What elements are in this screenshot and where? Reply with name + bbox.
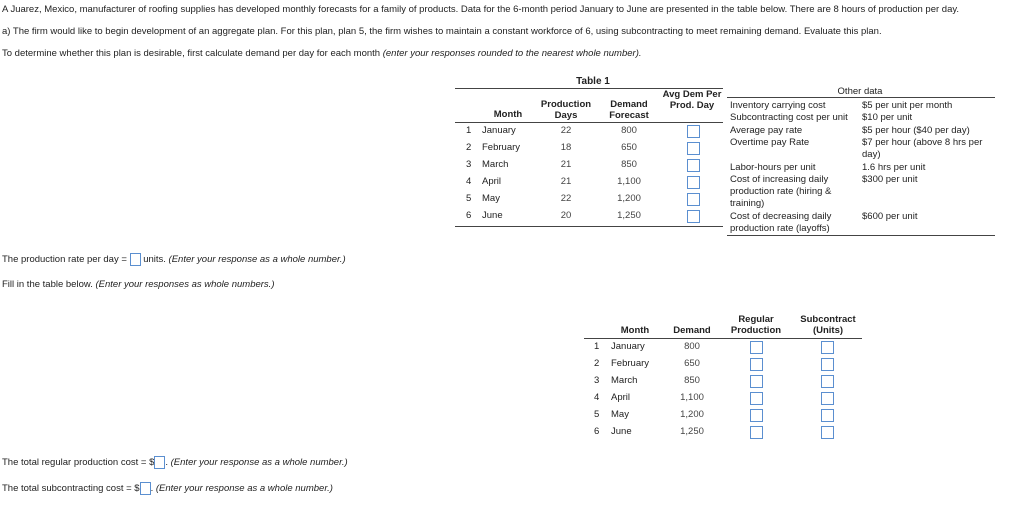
intro-line-2: a) The firm would like to begin development of an aggregate plan. For this plan, plan 5, the firm wishes to maintain a constant workforce of 6, using subcontracting to meet remaining demand. Evaluate this plan.: [2, 26, 882, 37]
subcontract-input[interactable]: [821, 392, 834, 405]
avg-demand-input[interactable]: [687, 210, 700, 223]
row-index: 6: [466, 210, 472, 221]
intro-line-1: A Juarez, Mexico, manufacturer of roofing supplies has developed monthly forecasts for a family of products. Data for the 6-month period January to June are presented in the table below. There are 8 hours of production per day.: [2, 4, 960, 15]
total-regular-cost-input[interactable]: [154, 456, 165, 469]
header-month: Month: [493, 109, 523, 120]
other-data-label: production rate (layoffs): [730, 223, 830, 234]
row-forecast: 1,250: [617, 210, 641, 221]
subcontract-input[interactable]: [821, 375, 834, 388]
table-1-header-rule: [455, 122, 723, 123]
header-demand: Demand: [673, 325, 711, 336]
other-data-label: Cost of increasing daily: [730, 174, 829, 185]
row-days: 21: [560, 159, 572, 170]
subcontract-input[interactable]: [821, 358, 834, 371]
header-subcontract-1: Subcontract: [800, 314, 856, 325]
row-index: 1: [466, 125, 472, 136]
fill-table-hint: (Enter your responses as whole numbers.): [95, 279, 275, 290]
intro-line-3-hint: (enter your responses rounded to the nearest whole number).: [382, 48, 642, 59]
row-index: 2: [594, 358, 600, 369]
row-days: 18: [560, 142, 572, 153]
other-data-top-rule: [727, 97, 995, 98]
subcontract-input[interactable]: [821, 409, 834, 422]
row-index: 4: [594, 392, 600, 403]
row-demand: 850: [684, 375, 700, 386]
production-rate-input[interactable]: [130, 253, 141, 266]
header-avg-dem-2: Prod. Day: [669, 100, 715, 111]
header-demand-forecast-1: Demand: [610, 99, 648, 110]
other-data-value: $10 per unit: [862, 112, 913, 123]
other-data-label: production rate (hiring &: [730, 186, 832, 197]
other-data-label: Inventory carrying cost: [730, 100, 826, 111]
avg-demand-input[interactable]: [687, 193, 700, 206]
regular-production-input[interactable]: [750, 392, 763, 405]
other-data-value: day): [862, 149, 881, 160]
row-demand: 800: [684, 341, 700, 352]
other-data-value: 1.6 hrs per unit: [862, 162, 926, 173]
row-index: 5: [466, 193, 472, 204]
header-production-days-2: Days: [554, 110, 578, 121]
total-subcontract-cost-label: The total subcontracting cost = $: [2, 483, 140, 495]
intro-line-3-text: To determine whether this plan is desirable, first calculate demand per day for each month: [2, 48, 381, 59]
other-data-label: Labor-hours per unit: [730, 162, 816, 173]
row-month: May: [482, 193, 500, 204]
row-index: 1: [594, 341, 600, 352]
avg-demand-input[interactable]: [687, 142, 700, 155]
total-regular-cost-line: The total regular production cost = $ . (Enter your response as a whole number.): [2, 457, 348, 469]
regular-production-input[interactable]: [750, 426, 763, 439]
row-index: 3: [594, 375, 600, 386]
table-1-bottom-rule: [455, 226, 723, 227]
total-subcontract-cost-input[interactable]: [140, 482, 151, 495]
total-subcontract-cost-line: The total subcontracting cost = $ . (Enter your response as a whole number.): [2, 483, 333, 495]
total-regular-cost-hint: (Enter your response as a whole number.): [170, 457, 348, 469]
total-regular-cost-label: The total regular production cost = $: [2, 457, 155, 469]
regular-production-input[interactable]: [750, 409, 763, 422]
other-data-value: $300 per unit: [862, 174, 918, 185]
row-forecast: 1,100: [617, 176, 641, 187]
table-1-title: Table 1: [576, 76, 610, 87]
subcontract-input[interactable]: [821, 341, 834, 354]
subcontract-input[interactable]: [821, 426, 834, 439]
other-data-bottom-rule: [727, 235, 995, 236]
production-rate-hint: (Enter your response as a whole number.): [168, 254, 346, 266]
header-regular-2: Production: [730, 325, 782, 336]
header-regular-1: Regular: [738, 314, 774, 325]
row-month: April: [482, 176, 502, 187]
row-month: January: [611, 341, 645, 352]
row-demand: 1,200: [680, 409, 704, 420]
other-data-value: $5 per hour ($40 per day): [862, 125, 970, 136]
avg-demand-input[interactable]: [687, 176, 700, 189]
production-rate-label: The production rate per day =: [2, 254, 127, 266]
total-subcontract-cost-hint: (Enter your response as a whole number.): [155, 483, 333, 495]
row-forecast: 800: [621, 125, 637, 136]
row-index: 4: [466, 176, 472, 187]
header-demand-forecast-2: Forecast: [609, 110, 649, 121]
fill-table-text: Fill in the table below.: [2, 279, 93, 290]
other-data-title: Other data: [837, 86, 883, 97]
row-demand: 1,100: [680, 392, 704, 403]
header-month: Month: [620, 325, 650, 336]
other-data-label: Overtime pay Rate: [730, 137, 810, 148]
row-month: February: [611, 358, 650, 369]
row-forecast: 650: [621, 142, 637, 153]
row-days: 22: [560, 125, 572, 136]
row-month: January: [482, 125, 516, 136]
row-month: March: [611, 375, 638, 386]
header-avg-dem-1: Avg Dem Per: [662, 89, 722, 100]
other-data-label: training): [730, 198, 765, 209]
production-rate-unit: units.: [143, 254, 166, 266]
row-demand: 1,250: [680, 426, 704, 437]
regular-production-input[interactable]: [750, 375, 763, 388]
other-data-label: Subcontracting cost per unit: [730, 112, 848, 123]
other-data-label: Cost of decreasing daily: [730, 211, 832, 222]
row-month: March: [482, 159, 509, 170]
row-days: 22: [560, 193, 572, 204]
row-month: June: [611, 426, 632, 437]
row-demand: 650: [684, 358, 700, 369]
other-data-value: $600 per unit: [862, 211, 918, 222]
row-month: June: [482, 210, 503, 221]
plan-table-header-rule: [584, 338, 862, 339]
row-index: 3: [466, 159, 472, 170]
regular-production-input[interactable]: [750, 358, 763, 371]
regular-production-input[interactable]: [750, 341, 763, 354]
row-forecast: 1,200: [617, 193, 641, 204]
avg-demand-input[interactable]: [687, 125, 700, 138]
fill-table-prompt: [2, 279, 274, 290]
row-index: 5: [594, 409, 600, 420]
intro-line-3: [2, 48, 642, 59]
row-forecast: 850: [621, 159, 637, 170]
production-rate-line: [2, 253, 346, 266]
row-month: February: [482, 142, 521, 153]
header-production-days-1: Production: [540, 99, 592, 110]
avg-demand-input[interactable]: [687, 159, 700, 172]
other-data-value: $5 per unit per month: [862, 100, 953, 111]
row-days: 21: [560, 176, 572, 187]
row-month: April: [611, 392, 631, 403]
other-data-label: Average pay rate: [730, 125, 803, 136]
other-data-value: $7 per hour (above 8 hrs per: [862, 137, 983, 148]
row-index: 2: [466, 142, 472, 153]
row-index: 6: [594, 426, 600, 437]
header-subcontract-2: (Units): [812, 325, 844, 336]
row-month: May: [611, 409, 629, 420]
row-days: 20: [560, 210, 572, 221]
